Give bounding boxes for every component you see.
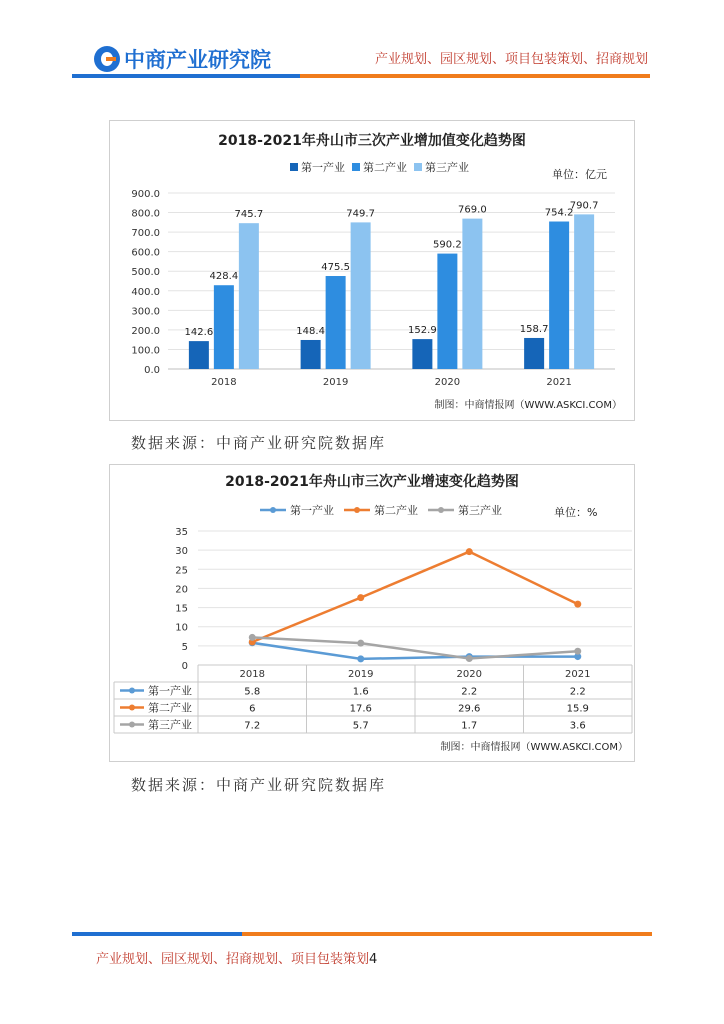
bar-2-2018 [214, 285, 234, 369]
bar-data-label: 428.4 [209, 271, 239, 283]
header-rule-blue [72, 74, 300, 78]
bar-x-tick-label: 2019 [322, 377, 349, 388]
bar-data-label: 790.7 [569, 200, 599, 212]
line-series-3 [252, 637, 578, 658]
header-tagline: 产业规划、园区规划、项目包装策划、招商规划 [374, 52, 648, 67]
line-chart-unit: 单位：% [554, 506, 598, 519]
line-y-tick-label: 20 [175, 584, 188, 596]
bar-data-label: 148.4 [296, 325, 325, 337]
bar-legend-label: 第二产业 [363, 161, 407, 174]
bar-x-tick-label: 2018 [211, 377, 237, 388]
bar-data-label: 749.7 [346, 208, 375, 220]
line-y-tick-label: 30 [175, 546, 188, 558]
bar-3-2019 [351, 222, 371, 369]
logo [94, 44, 271, 74]
source-caption-1: 数据来源：中商产业研究院数据库 [131, 434, 387, 452]
line-chart-panel [109, 464, 635, 762]
line-chart-data-table [114, 665, 632, 733]
line-point-2-2019 [357, 594, 364, 601]
line-series-2 [252, 552, 578, 642]
footer-tagline: 产业规划、园区规划、招商规划、项目包装策划 [96, 952, 370, 967]
line-legend-marker [438, 507, 444, 513]
bar-3-2021 [574, 214, 594, 369]
bar-y-tick-label: 400.0 [131, 286, 160, 298]
bar-1-2021 [524, 338, 544, 369]
table-cell: 17.6 [349, 703, 372, 715]
bar-data-label: 158.7 [519, 323, 549, 335]
bar-1-2018 [189, 341, 209, 369]
line-legend-label: 第三产业 [458, 504, 502, 517]
line-chart-legend [260, 503, 502, 517]
line-legend-marker [354, 507, 360, 513]
line-point-2-2020 [466, 548, 473, 555]
bar-chart-credit: 制图：中商情报网（WWW.ASKCI.COM） [434, 400, 622, 411]
line-chart-marks [249, 548, 582, 662]
line-chart [110, 465, 634, 761]
bar-legend-swatch [290, 163, 298, 171]
line-chart-credit: 制图：中商情报网（WWW.ASKCI.COM） [440, 742, 628, 753]
table-legend-marker [129, 688, 135, 694]
line-point-1-2019 [357, 655, 364, 662]
bar-data-label: 475.5 [321, 262, 350, 274]
bar-x-tick-label: 2021 [546, 377, 572, 388]
table-cell: 3.6 [569, 720, 586, 732]
table-row-label: 第一产业 [148, 684, 192, 698]
bar-chart [110, 121, 634, 420]
bar-legend-label: 第三产业 [425, 161, 469, 174]
bar-1-2019 [301, 340, 321, 369]
table-row-label: 第三产业 [148, 718, 192, 732]
bar-legend-swatch [414, 163, 422, 171]
line-chart-title: 2018-2021年舟山市三次产业增速变化趋势图 [225, 474, 519, 490]
bar-y-tick-label: 700.0 [131, 228, 160, 240]
line-y-tick-label: 5 [181, 641, 188, 653]
bar-y-tick-label: 200.0 [131, 325, 160, 337]
line-point-3-2021 [574, 648, 581, 655]
bar-y-tick-label: 100.0 [131, 345, 160, 357]
bar-y-tick-label: 600.0 [131, 247, 160, 259]
bar-3-2020 [462, 219, 482, 369]
bar-2-2020 [437, 254, 457, 369]
bar-y-tick-label: 900.0 [131, 189, 160, 200]
line-point-3-2018 [249, 634, 256, 641]
bar-x-tick-label: 2020 [434, 377, 461, 388]
bar-data-label: 769.0 [458, 204, 487, 216]
bar-3-2018 [239, 223, 259, 369]
bar-data-label: 152.9 [408, 325, 437, 337]
line-x-tick-label: 2021 [565, 669, 591, 680]
table-cell: 6 [249, 703, 256, 715]
line-x-tick-label: 2020 [456, 669, 482, 680]
line-y-tick-label: 0 [181, 661, 188, 672]
line-y-tick-label: 35 [175, 527, 188, 538]
table-cell: 2.2 [569, 686, 586, 698]
bar-y-tick-label: 300.0 [131, 306, 160, 318]
bar-chart-marks [185, 200, 599, 388]
line-y-tick-label: 25 [175, 565, 188, 577]
bar-data-label: 142.6 [184, 327, 214, 339]
table-cell: 1.7 [461, 720, 478, 732]
bar-y-tick-label: 800.0 [131, 208, 160, 220]
line-x-tick-label: 2018 [239, 669, 265, 680]
table-legend-marker [129, 722, 135, 728]
table-cell: 5.7 [352, 720, 369, 732]
footer-rule-blue [72, 932, 242, 936]
table-cell: 1.6 [352, 686, 369, 698]
bar-chart-unit: 单位：亿元 [552, 168, 607, 181]
bar-y-tick-label: 0.0 [144, 365, 160, 376]
page-header [0, 0, 724, 90]
line-y-tick-label: 10 [175, 622, 188, 634]
line-legend-label: 第一产业 [290, 504, 334, 517]
page-footer [96, 948, 377, 967]
bar-1-2020 [412, 339, 432, 369]
table-cell: 15.9 [566, 703, 589, 715]
line-legend-label: 第二产业 [374, 504, 418, 517]
logo-text: 中商产业研究院 [124, 48, 271, 72]
bar-data-label: 754.2 [544, 207, 574, 219]
table-legend-marker [129, 705, 135, 711]
bar-2-2019 [326, 276, 346, 369]
source-caption-2: 数据来源：中商产业研究院数据库 [131, 776, 387, 794]
line-legend-marker [270, 507, 276, 513]
logo-icon [94, 46, 120, 72]
line-x-tick-label: 2019 [348, 669, 374, 680]
bar-chart-title: 2018-2021年舟山市三次产业增加值变化趋势图 [218, 133, 526, 149]
bar-data-label: 590.2 [433, 239, 462, 251]
page-number: 4 [369, 952, 378, 967]
bar-y-tick-label: 500.0 [131, 267, 160, 279]
table-cell: 2.2 [461, 686, 478, 698]
line-point-2-2021 [574, 601, 581, 608]
bar-legend-label: 第一产业 [301, 161, 345, 174]
header-rule-orange [300, 74, 650, 78]
table-row-label: 第二产业 [148, 701, 192, 715]
bar-chart-panel [109, 120, 635, 421]
bar-2-2021 [549, 222, 569, 369]
bar-legend-swatch [352, 163, 360, 171]
bar-data-label: 745.7 [234, 209, 264, 221]
line-point-3-2020 [466, 655, 473, 662]
bar-chart-legend [290, 160, 469, 174]
line-point-3-2019 [357, 640, 364, 647]
line-y-tick-label: 15 [175, 603, 188, 615]
table-cell: 5.8 [244, 686, 261, 698]
table-cell: 29.6 [458, 703, 481, 715]
footer-rule-orange [242, 932, 652, 936]
table-cell: 7.2 [244, 720, 261, 732]
